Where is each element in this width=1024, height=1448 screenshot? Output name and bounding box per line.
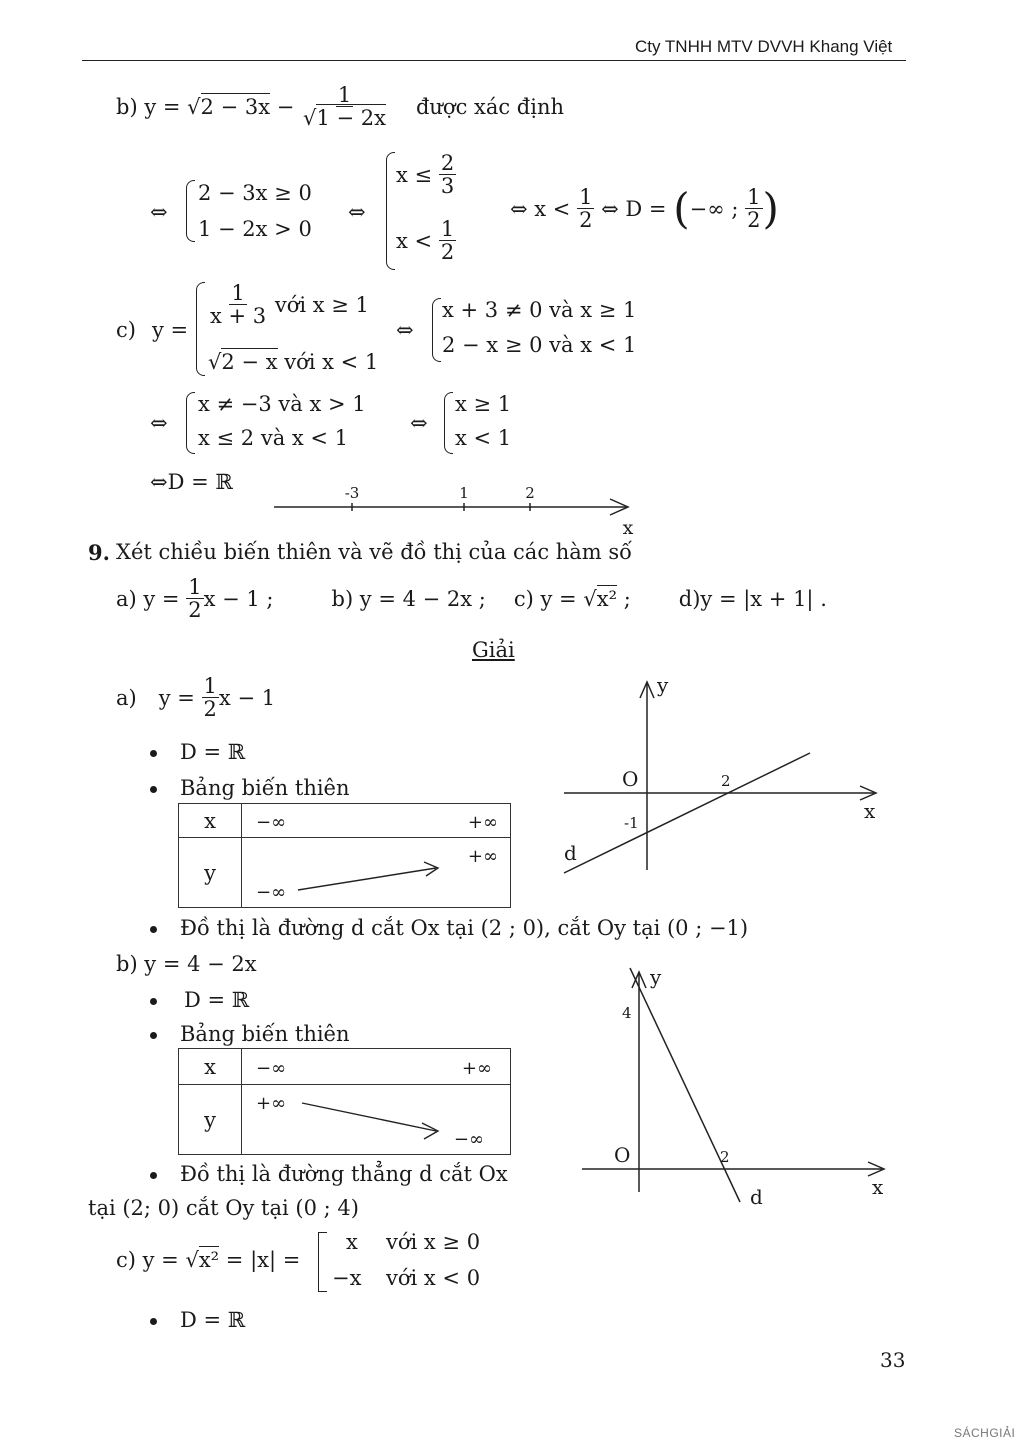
variation-table-a (178, 803, 511, 908)
case2-cond: với x < 1 (284, 350, 379, 374)
num: 1 (440, 217, 455, 241)
increasing-arrow (242, 838, 510, 908)
fraction-denominator: √1 − 2x (303, 106, 386, 131)
bullet (150, 1318, 157, 1325)
sol-c-domain: D = ℝ (180, 1308, 246, 1332)
fraction-1-2 (439, 218, 456, 263)
domain-result-c: ⇔D = ℝ (150, 470, 233, 494)
equiv-symbol: ⇔ (396, 318, 414, 342)
system-a-line2: 2 − x ≥ 0 và x < 1 (442, 333, 637, 357)
line-label: d (564, 841, 577, 865)
axis-label-x: x (622, 517, 634, 539)
x-intercept-label: 2 (721, 772, 731, 790)
piecewise-case1 (208, 282, 369, 327)
minus-sign: − (276, 94, 295, 119)
system-brace (444, 392, 453, 454)
item-b: b) y = 4 − 2x ; (331, 586, 486, 611)
fraction-1-2 (186, 576, 203, 621)
bullet (150, 786, 157, 793)
fraction-1-2 (745, 186, 762, 231)
sqrt-2-3x: 2 − 3x (200, 94, 271, 119)
num: 1 (188, 575, 202, 599)
table-x-header: x (179, 1049, 242, 1085)
graph-a (558, 674, 898, 884)
system-brace (432, 298, 441, 362)
x-leq: x ≤ (396, 162, 433, 187)
sol-b-graph-note-2: tại (2; 0) cắt Oy tại (0 ; 4) (88, 1196, 359, 1220)
solution-heading: Giải (472, 638, 515, 662)
exercise-title: Xét chiều biến thiên và vẽ đồ thị của các hàm số (116, 540, 633, 564)
bullet (150, 750, 157, 757)
den: x + 3 (210, 304, 267, 329)
res-pre: ⇔ x < (510, 196, 571, 221)
sol-c-case1-cond: với x ≥ 0 (386, 1230, 481, 1254)
origin-label: O (622, 767, 639, 791)
sol-a-y-eq: y = (158, 685, 195, 710)
piecewise-case2: √2 − x với x < 1 (208, 350, 379, 374)
sol-a-graph-note: Đồ thị là đường d cắt Ox tại (2 ; 0), cắt Oy tại (0 ; −1) (180, 916, 749, 940)
table-y-header: y (179, 1085, 242, 1155)
exercise-number: 9. (88, 540, 110, 565)
line-label: d (750, 1185, 763, 1209)
sol-b-table-title: Bảng biến thiên (180, 1022, 350, 1046)
equiv-symbol: ⇔ (150, 200, 168, 224)
system2-line1 (396, 152, 456, 197)
system-brace (186, 392, 195, 454)
system-c-line1: x ≥ 1 (455, 392, 512, 416)
den: 2 (440, 240, 455, 265)
part-c-y-eq: y = (152, 318, 189, 342)
item-d: d)y = |x + 1| . (678, 586, 827, 611)
system-brace (186, 180, 195, 242)
num: 1 (203, 674, 217, 698)
res-mid: ⇔ D = (601, 196, 667, 221)
open-paren: ( (673, 183, 690, 233)
fraction-1-over-x3 (208, 282, 268, 327)
den: 2 (747, 208, 761, 233)
y-end-value: +∞ (467, 846, 498, 867)
y-end-value: −∞ (453, 1129, 484, 1150)
sol-c-case2-cond: với x < 0 (386, 1266, 481, 1290)
system1-line2: 1 − 2x > 0 (198, 217, 312, 241)
item-c-pre: c) y = (513, 586, 577, 611)
exercise-items: a) y = $\frac{1}{2}$ x − 1 ; b) y = 4 − 2x ; c) y = √x² ; d)y = |x + 1| . (116, 575, 827, 623)
header-rule (82, 60, 906, 61)
fraction-1-over-sqrt (301, 84, 388, 129)
sol-b-function: b) y = 4 − 2x (116, 952, 257, 976)
tick-label-2: 2 (525, 484, 535, 502)
y-intercept-label: 4 (622, 1004, 632, 1022)
x-axis-label: x (872, 1175, 884, 1199)
publisher-header: Cty TNHH MTV DVVH Khang Việt (635, 37, 893, 56)
table-y-row (242, 1085, 511, 1155)
watermark-logo: SÁCHGIẢI (954, 1426, 1016, 1440)
y-axis-label: y (650, 965, 662, 989)
x-left-value: −∞ (256, 812, 287, 833)
table-y-row (242, 838, 511, 908)
fraction-1-2 (202, 675, 219, 720)
table-x-row (242, 804, 511, 838)
variation-table-b (178, 1048, 511, 1155)
sol-c-label: c) y = (116, 1248, 179, 1272)
sqrt-1-2x: 1 − 2x (316, 106, 386, 131)
tick-label-1: 1 (459, 484, 469, 502)
part-b-label: b) (116, 94, 138, 119)
x-left-value: −∞ (256, 1058, 287, 1079)
sol-c-sqrt: x² (198, 1248, 220, 1272)
sol-c-case2-expr: −x (332, 1266, 362, 1290)
sol-b-domain: D = ℝ (184, 988, 250, 1012)
sqrt-2-x: 2 − x (221, 350, 278, 374)
piecewise-brace (196, 282, 205, 376)
graph-b (578, 962, 898, 1209)
den: 2 (188, 598, 202, 623)
part-b-function (116, 84, 564, 129)
domain-result-b (510, 183, 779, 233)
sol-b-graph-note-1: Đồ thị là đường thẳng d cắt Ox (180, 1162, 508, 1186)
x-lt: x < (396, 228, 433, 253)
system1-line1: 2 − 3x ≥ 0 (198, 181, 312, 205)
item-c-sqrt: x² (596, 586, 617, 611)
sol-a-function (116, 675, 275, 720)
part-c-label: c) (116, 318, 136, 342)
sqrt-expression: √2 − 3x (187, 94, 271, 119)
equiv-symbol: ⇔ (410, 411, 428, 435)
close-paren: ) (762, 183, 779, 233)
fraction-2-3 (439, 152, 456, 197)
table-y-header: y (179, 838, 242, 908)
table-x-header: x (179, 804, 242, 838)
sol-a-rest: x − 1 (218, 685, 276, 710)
case1-cond: với x ≥ 1 (274, 292, 369, 317)
line-d (630, 968, 740, 1202)
item-a-rest: x − 1 ; (203, 586, 274, 611)
system-b-line1: x ≠ −3 và x > 1 (198, 392, 366, 416)
item-c-post: ; (623, 586, 631, 611)
x-right-value: +∞ (467, 812, 498, 833)
interval-left: −∞ ; (689, 196, 739, 221)
system-b-line2: x ≤ 2 và x < 1 (198, 426, 349, 450)
sol-c-function: c) y = √x² = |x| = (116, 1248, 301, 1272)
den: 3 (440, 174, 455, 199)
bullet (150, 1032, 157, 1039)
system-a-line1: x + 3 ≠ 0 và x ≥ 1 (442, 298, 637, 322)
x-right-value: +∞ (461, 1058, 492, 1079)
equiv-symbol: ⇔ (348, 200, 366, 224)
x-axis-label: x (864, 799, 876, 823)
bullet (150, 926, 157, 933)
num: 1 (231, 281, 245, 305)
bullet (150, 998, 157, 1005)
decreasing-arrow (242, 1085, 510, 1155)
sol-a-table-title: Bảng biến thiên (180, 776, 350, 800)
num: 2 (440, 151, 455, 175)
sol-c-eq-abs: = |x| = (225, 1248, 301, 1272)
system-c-line2: x < 1 (455, 426, 512, 450)
y-start-value: +∞ (256, 1093, 287, 1114)
line-d (564, 753, 810, 873)
y-start-value: −∞ (256, 882, 287, 903)
origin-label: O (614, 1143, 631, 1167)
fraction-numerator: 1 (337, 83, 352, 107)
system2-line2 (396, 218, 456, 263)
part-b-y-eq: y = (144, 94, 181, 119)
table-x-row (242, 1049, 511, 1085)
num: 1 (747, 185, 761, 209)
defined-text: được xác định (415, 94, 565, 119)
y-axis-label: y (657, 673, 669, 697)
num: 1 (579, 185, 593, 209)
number-line (270, 480, 640, 540)
piecewise-bracket (318, 1232, 327, 1292)
sol-a-label: a) (116, 685, 137, 710)
system-brace (386, 152, 395, 270)
item-a-label: a) y = (116, 586, 180, 611)
bullet (150, 1172, 157, 1179)
tick-label-neg3: -3 (344, 484, 360, 502)
den: 2 (579, 208, 593, 233)
sol-c-case1-expr: x (346, 1230, 358, 1254)
page-number: 33 (880, 1348, 906, 1372)
equiv-symbol: ⇔ (150, 411, 168, 435)
fraction-1-2 (577, 186, 594, 231)
sol-a-domain: D = ℝ (180, 740, 246, 764)
den: 2 (203, 697, 217, 722)
x-intercept-label: 2 (720, 1148, 730, 1166)
y-intercept-label: -1 (624, 814, 639, 832)
